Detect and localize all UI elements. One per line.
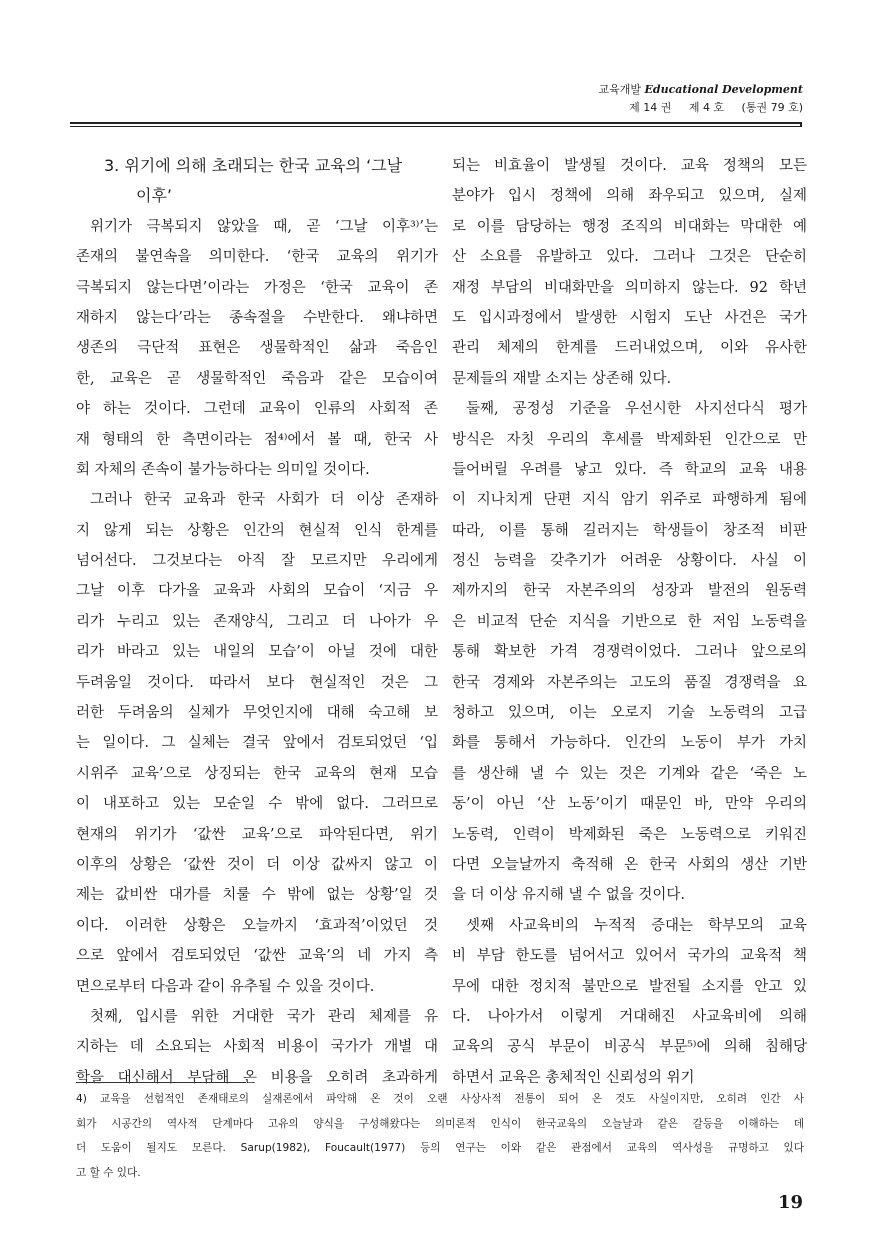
text-line: 그러나 한국 교육과 한국 사회가 더 이상 존재하 [90,492,438,509]
text-line: 으로 앞에서 검토되었던 ‘값싼 교육’의 네 가지 측 [76,948,438,965]
right-body-text [452,151,807,1093]
text-line: 위기가 극복되지 않았을 때, 곧 ‘그날 이후³⁾’는 [90,218,438,235]
section-heading-line-1: 3. 위기에 의해 초래되는 한국 교육의 ‘그날 [104,156,403,175]
footnote-line: 4) 교육을 선험적인 존재태로의 실재론에서 파악해 온 것이 오랜 사상사적 전통이 되어 온 것도 사실이지만, 오히려 인간 사 [76,1093,804,1105]
footnote-rule [76,1082,246,1083]
text-line: 한, 교육은 곧 생물학적인 죽음과 같은 모습이여 [76,370,438,387]
text-line: 제까지의 한국 자본주의의 성장과 발전의 원동력 [452,583,807,600]
footnote [76,1087,804,1185]
text-line: 셋째 사교육비의 누적적 증대는 학부모의 교육 [466,917,807,934]
text-line: 제는 값비싼 대가를 치룰 수 밖에 없는 상황’일 것 [76,887,438,904]
journal-title-ko: 교육개발 [598,83,642,96]
footnote-line: 고 할 수 있다. [76,1166,141,1179]
text-line: 따라, 이를 통해 길러지는 학생들이 창조적 비판 [452,522,807,539]
text-line: 방식은 자칫 우리의 후세를 박제화된 인간으로 만 [452,431,807,448]
text-line: 재 형태의 한 측면이라는 점⁴⁾에서 볼 때, 한국 사 [76,431,438,448]
journal-title-en: Educational Development [644,83,803,96]
text-line: 이 지나치게 단편 지식 암기 위주로 파행하게 됨에 [452,492,807,509]
text-line: 도 입시과정에서 발생한 시험지 도난 사건은 국가 [452,309,807,326]
text-line: 두려움일 것이다. 따라서 보다 현실적인 것은 그 [76,674,438,691]
section-heading [76,151,438,212]
text-line: 둘째, 공정성 기준을 우선시한 사지선다식 평가 [466,401,807,418]
text-line: 이후의 상황은 ‘값싼 것이 더 이상 값싸지 않고 이 [76,856,438,873]
text-line: 극복되지 않는다면’이라는 가정은 ‘한국 교육이 존 [76,279,438,296]
text-line: 하면서 교육은 총체적인 신뢰성의 위기 [452,1069,695,1086]
text-line: 생존의 극단적 표현은 생물학적인 삶과 죽음인 [76,340,438,357]
text-line: 정신 능력을 갖추기가 어려운 상황이다. 사실 이 [452,553,807,570]
text-line: 청하고 있으며, 이는 오로지 기술 노동력의 고급 [452,705,807,722]
text-line: 되는 비효율이 발생될 것이다. 교육 정책의 모든 [452,158,807,174]
text-line: 산 소요를 유발하고 있다. 그러나 그것은 단순히 [452,249,807,266]
text-line: 회 자체의 존속이 불가능하다는 의미일 것이다. [76,461,370,478]
text-line: 로 이를 담당하는 행정 조직의 비대화는 막대한 예 [452,218,807,235]
footnote-line: 더 도움이 될지도 모른다. Sarup(1982), Foucault(1977) 등의 연구는 이와 같은 관점에서 교육의 역사성을 규명하고 있다 [76,1142,804,1154]
text-line: 문제들의 재발 소지는 상존해 있다. [452,370,672,387]
text-line: 현재의 위기가 ‘값싼 교육’으로 파악된다면, 위기 [76,826,438,843]
text-line: 넘어선다. 그것보다는 아직 잘 모르지만 우리에게 [76,553,438,570]
text-line: 화를 통해서 가능하다. 인간의 노동이 부가 가치 [452,735,807,752]
text-line: 면으로부터 다음과 같이 유추될 수 있을 것이다. [76,978,375,995]
text-line: 통해 확보한 가격 경쟁력이었다. 그러나 앞으로의 [452,644,807,661]
text-line: 다면 오늘날까지 축적해 온 한국 사회의 생산 기반 [452,856,807,873]
header-rule [70,122,802,127]
section-heading-line-2: 이후’ [136,186,172,206]
left-column [76,151,438,1093]
text-line: 학을 대신해서 부담해 온 비용을 오히려 초과하게 [76,1069,438,1086]
text-line: 노동력, 인력이 박제화된 죽은 노동력으로 키워진 [452,826,807,843]
text-line: 재정 부담의 비대화만을 의미하지 않는다. 92 학년 [452,279,807,296]
text-line: 동’이 아닌 ‘산 노동’이기 때문인 바, 만약 우리의 [452,796,807,813]
left-body-text [76,212,438,1093]
page-number: 19 [777,1192,803,1213]
text-line: 지하는 데 소요되는 사회적 비용이 국가가 개별 대 [76,1039,438,1056]
text-line: 야 하는 것이다. 그런데 교육이 인류의 사회적 존 [76,401,438,418]
text-line: 한국 경제와 자본주의는 고도의 품질 경쟁력을 요 [452,674,807,691]
text-line: 들어버릴 우려를 낳고 있다. 즉 학교의 교육 내용 [452,461,807,478]
text-line: 는 일이다. 그 실체는 결국 앞에서 검토되었던 ‘입 [76,735,438,752]
text-line: 비 부담 한도를 넘어서고 있어서 국가의 교육적 책 [452,948,807,965]
text-line: 은 비교적 단순 지식을 기반으로 한 저임 노동력을 [452,613,807,630]
volume-issue: 제 14 권 제 4 호 (통권 79 호) [629,101,803,114]
text-line: 관리 체제의 한계를 드러내었으며, 이와 유사한 [452,340,807,357]
text-line: 무에 대한 정치적 불만으로 발전될 소지를 안고 있 [452,978,807,995]
text-line: 리가 누리고 있는 존재양식, 그리고 더 나아가 우 [76,613,438,630]
text-line: 재하지 않는다’라는 종속절을 수반한다. 왜냐하면 [76,309,438,326]
text-line: 다. 나아가서 이렇게 거대해진 사교육비에 의해 [452,1008,807,1025]
text-line: 시위주 교육’으로 상징되는 한국 교육의 현재 모습 [76,765,438,782]
text-line: 러한 두려움의 실체가 무엇인지에 대해 숙고해 보 [76,705,438,722]
journal-title [599,81,804,99]
text-line: 지 않게 되는 상황은 인간의 현실적 인식 한계를 [76,522,438,539]
footnote-line: 회가 시공간의 역사적 단계마다 고유의 양식을 구성해왔다는 의미론적 인식이 한국교육의 오늘날과 같은 갈등을 이해하는 데 [76,1117,804,1130]
text-line: 리가 바라고 있는 내일의 모습’이 아닐 것에 대한 [76,644,438,661]
text-line: 이 내포하고 있는 모순일 수 밖에 없다. 그러므로 [76,796,438,813]
text-line: 분야가 입시 정책에 의해 좌우되고 있으며, 실제 [452,188,807,205]
text-line: 이다. 이러한 상황은 오늘까지 ‘효과적’이었던 것 [76,917,438,934]
text-line: 교육의 공식 부문이 비공식 부문⁵⁾에 의해 침해당 [452,1039,807,1056]
running-header [599,81,804,117]
text-line: 첫째, 입시를 위한 거대한 국가 관리 체제를 유 [90,1008,438,1025]
text-line: 존재의 불연속을 의미한다. ‘한국 교육의 위기가 [76,249,438,266]
right-column [452,151,807,1093]
text-line: 를 생산해 낼 수 있는 것은 기계와 같은 ‘죽은 노 [452,765,807,782]
text-line: 그날 이후 다가올 교육과 사회의 모습이 ‘지금 우 [76,583,438,600]
text-line: 을 더 이상 유지해 낼 수 없을 것이다. [452,887,685,904]
